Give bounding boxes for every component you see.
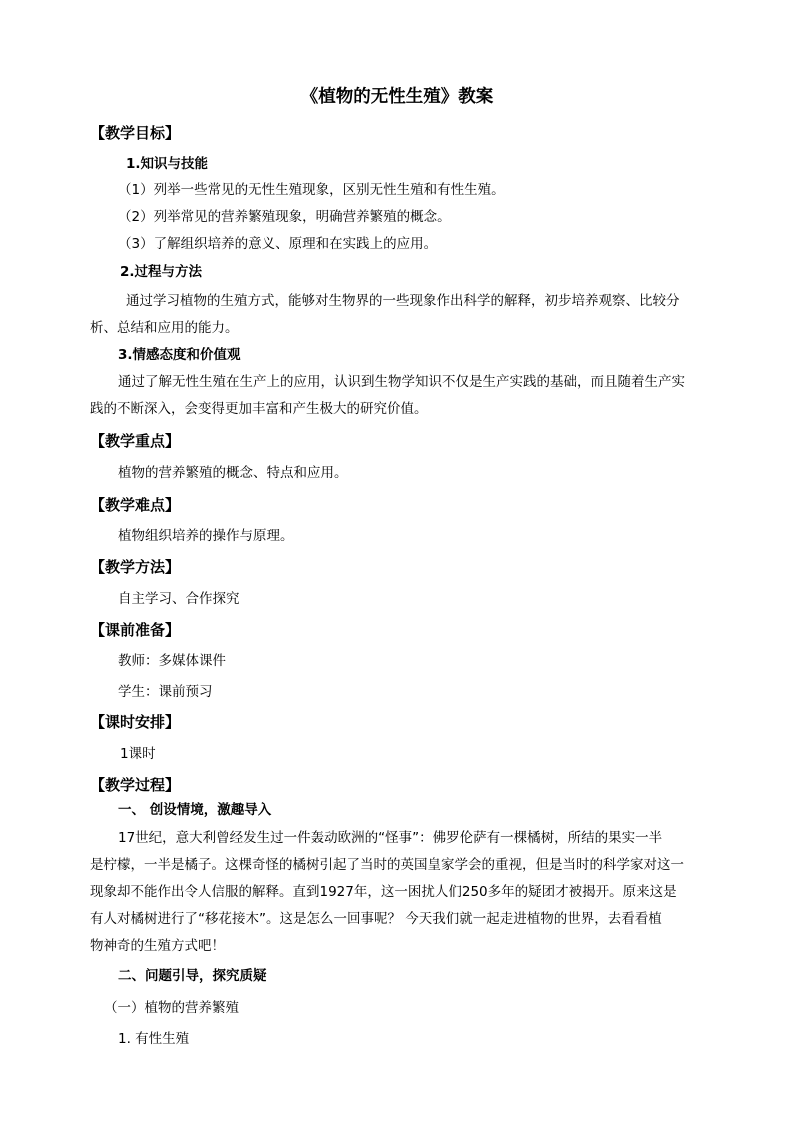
knowledge-item-3: （3）了解组织培养的意义、原理和在实践上的应用。 [118,236,438,252]
methods-text: 自主学习、合作探究 [118,591,240,607]
preparation-teacher: 教师：多媒体课件 [118,653,226,669]
section-1-line-4: 有人对橘树进行了“移花接木”。这是怎么一回事呢？ 今天我们就一起走进植物的世界，去看看植 [90,911,662,927]
section-1-line-5: 物神奇的生殖方式吧！ [90,938,225,954]
attitude-paragraph-line-1: 通过了解无性生殖在生产上的应用，认识到生物学知识不仅是生产实践的基础，而且随着生产实 [118,374,685,390]
process-paragraph-line-1: 通过学习植物的生殖方式，能够对生物界的一些现象作出科学的解释，初步培养观察、比较分 [126,293,680,309]
schedule-heading: 【课时安排】 [90,713,181,731]
section-1-line-3: 现象却不能作出令人信服的解释。直到1927年，这一困扰人们250多年的疑团才被揭开。原来这是 [90,884,677,900]
knowledge-item-2: （2）列举常见的营养繁殖现象，明确营养繁殖的概念。 [118,209,451,225]
objectives-heading: 【教学目标】 [90,124,181,142]
difficulties-text: 植物组织培养的操作与原理。 [118,528,294,544]
methods-heading: 【教学方法】 [90,558,181,576]
process-methods-title: 2.过程与方法 [120,264,203,280]
section-1-line-2: 是柠檬，一半是橘子。这棵奇怪的橘树引起了当时的英国皇家学会的重视，但是当时的科学家对这一 [90,857,684,873]
page-title: 《植物的无性生殖》教案 [300,87,494,107]
attitude-paragraph-line-2: 践的不断深入，会变得更加丰富和产生极大的研究价值。 [90,401,428,417]
section-2-subheading: （一）植物的营养繁殖 [104,1000,239,1016]
procedure-heading: 【教学过程】 [90,776,181,794]
attitude-values-title: 3.情感态度和价值观 [118,347,241,363]
section-2-title: 二、问题引导，探究质疑 [118,968,267,984]
section-1-line-1: 17世纪，意大利曾经发生过一件轰动欧洲的“怪事”：佛罗伦萨有一棵橘树，所结的果实一半 [118,830,663,846]
knowledge-item-1: （1）列举一些常见的无性生殖现象，区别无性生殖和有性生殖。 [118,182,505,198]
key-points-heading: 【教学重点】 [90,432,181,450]
key-points-text: 植物的营养繁殖的概念、特点和应用。 [118,465,348,481]
knowledge-skills-title: 1.知识与技能 [126,156,209,172]
section-2-item-1: 1. 有性生殖 [118,1031,190,1047]
difficulties-heading: 【教学难点】 [90,496,181,514]
preparation-heading: 【课前准备】 [90,621,181,639]
preparation-student: 学生：课前预习 [118,684,213,700]
section-1-title: 一、 创设情境，激趣导入 [118,802,272,818]
schedule-text: 1课时 [120,746,156,762]
process-paragraph-line-2: 析、总结和应用的能力。 [90,320,239,336]
